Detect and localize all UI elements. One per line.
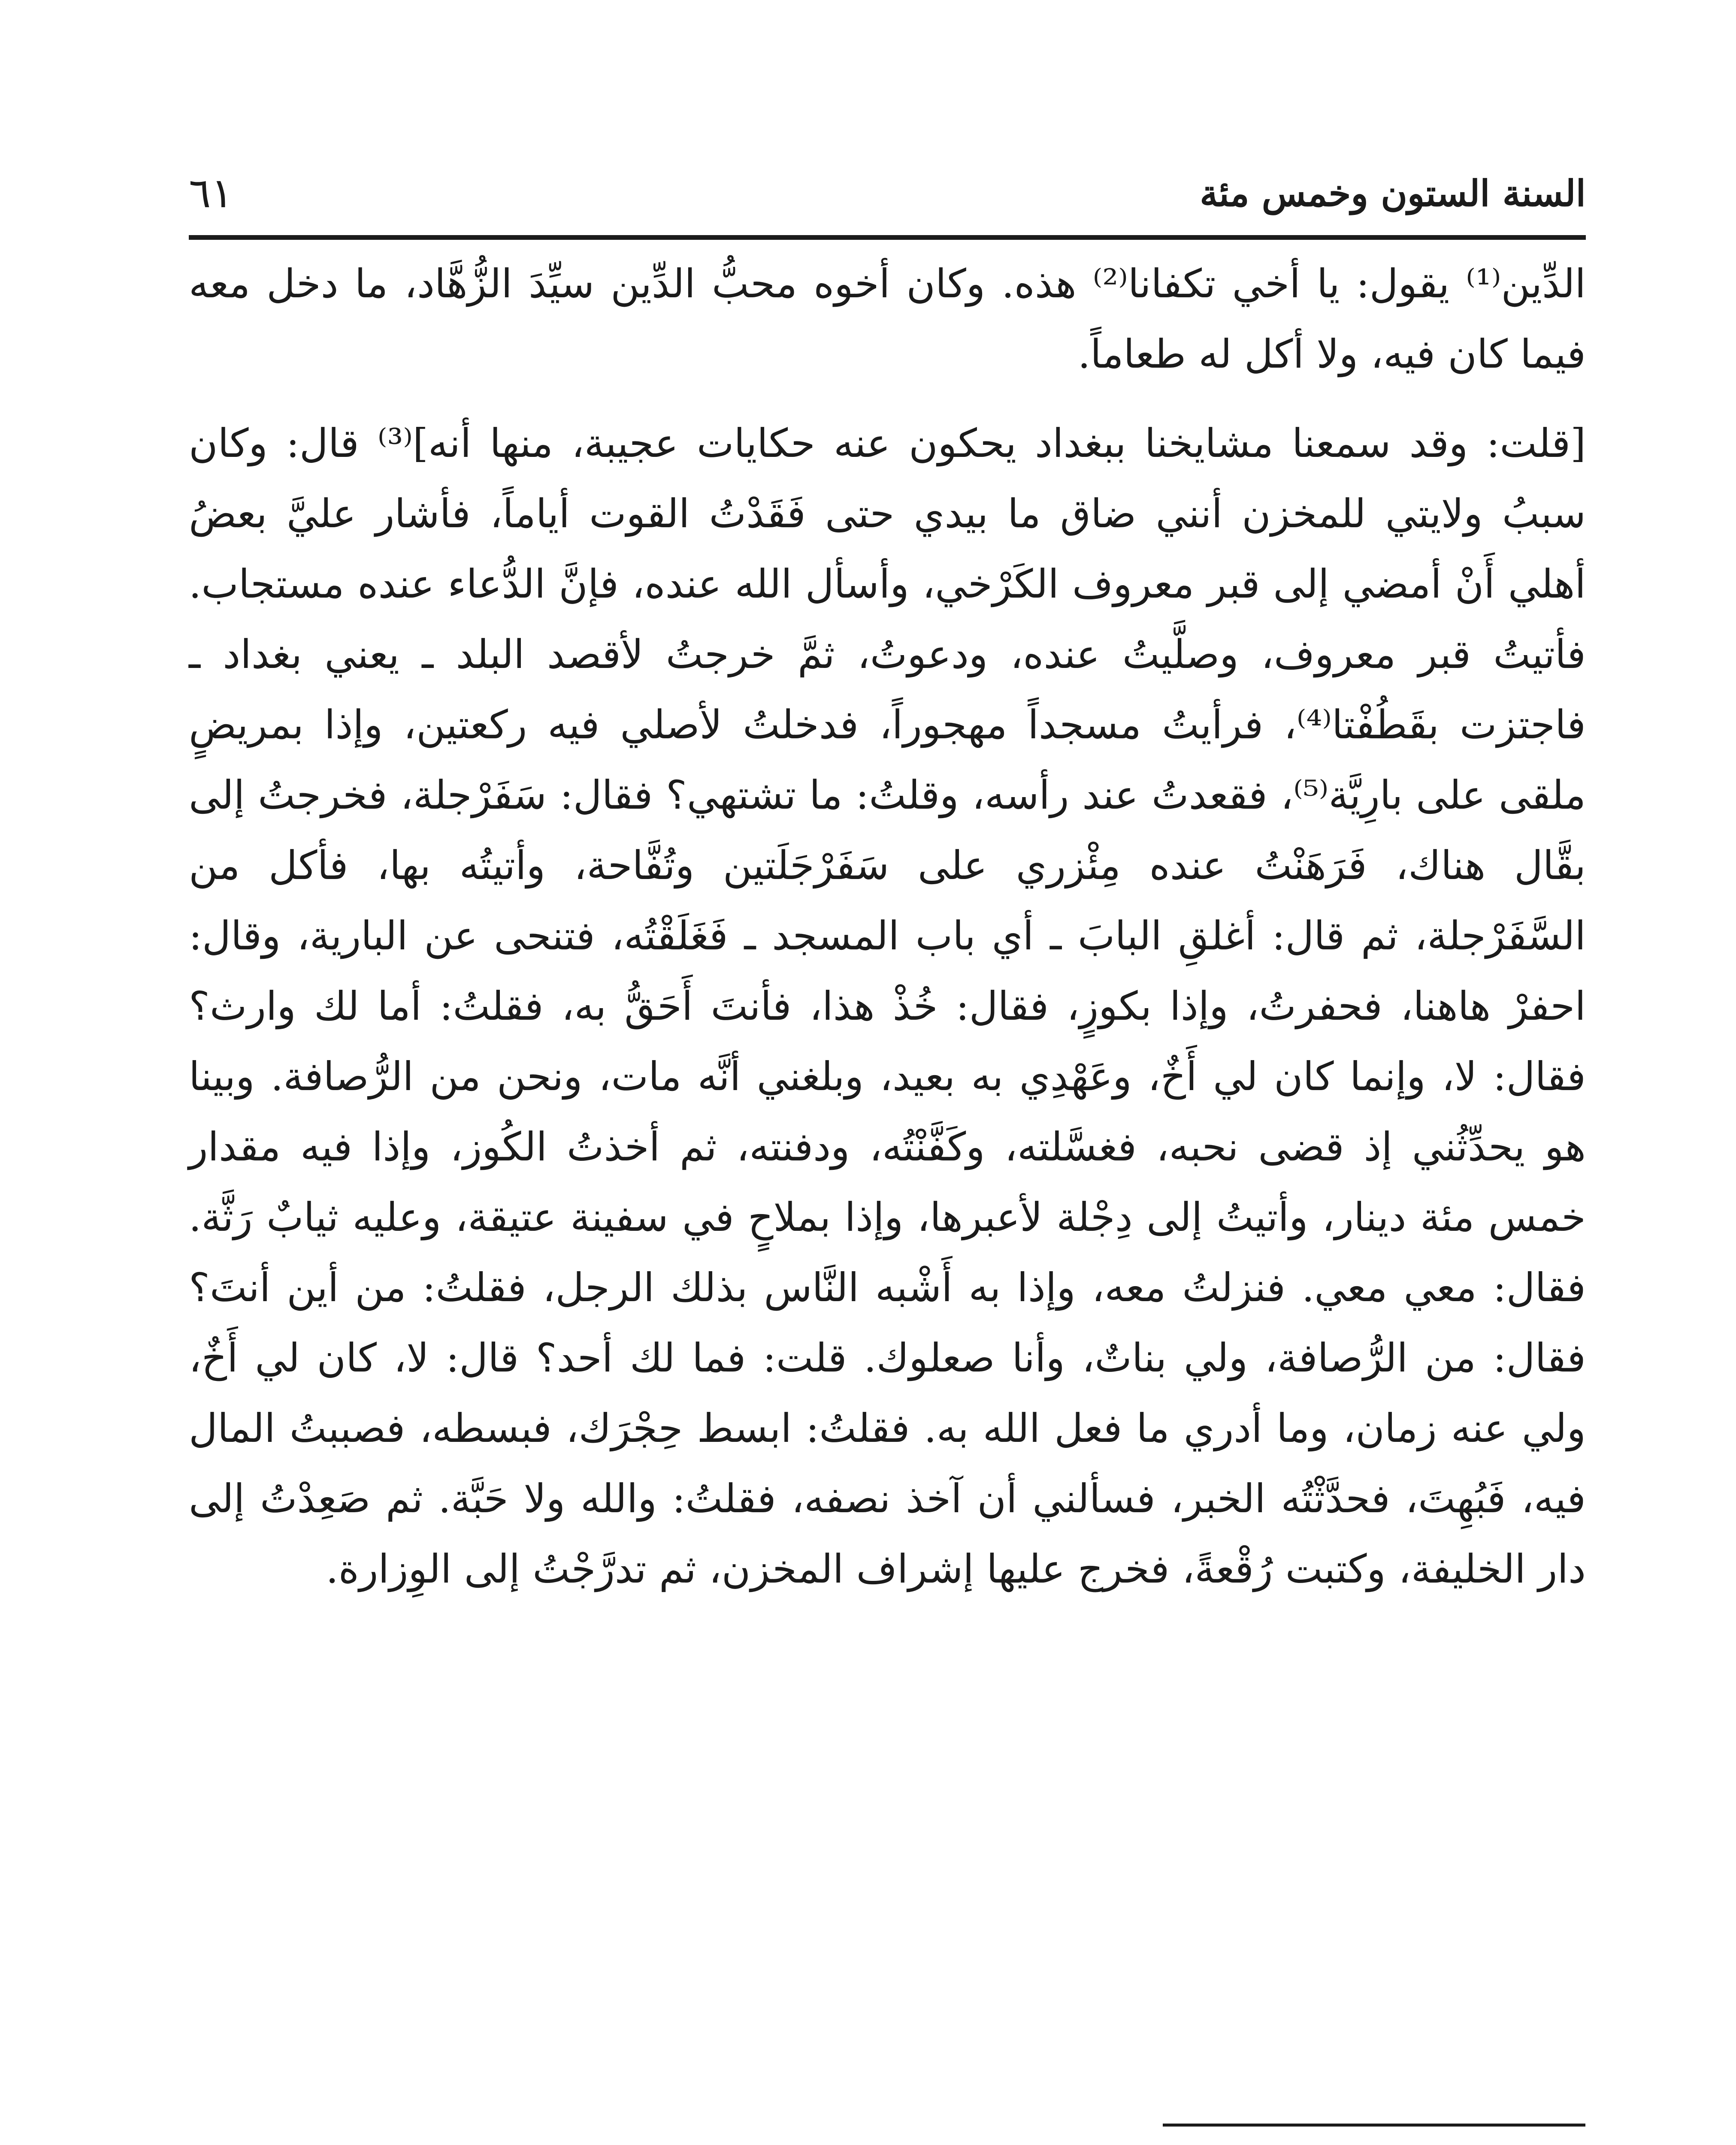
main-text bbox=[189, 249, 1586, 1623]
page-header bbox=[189, 163, 1586, 223]
footnote-separator bbox=[1163, 2124, 1585, 2127]
page-number: ٦١ bbox=[189, 169, 233, 217]
footnotes bbox=[189, 2143, 1586, 2145]
running-title: السنة الستون وخمس مئة bbox=[1200, 172, 1586, 214]
footnote-1 bbox=[189, 2143, 1586, 2145]
paragraph: الدِّين⁽¹⁾ يقول: يا أخي تكفانا⁽²⁾ هذه. وكان أخوه محبُّ الدِّين سيِّدَ الزُّهَّاد، ما دخل معه فيما كان فيه، ولا أكل له طعاماً. bbox=[189, 261, 1586, 377]
header-rule bbox=[189, 235, 1586, 240]
paragraph: [قلت: وقد سمعنا مشايخنا ببغداد يحكون عنه حكايات عجيبة، منها أنه]⁽³⁾ قال: وكان سببُ ولايتي للمخزن أنني ضاق ما بيدي حتى فَقَدْتُ القوت أياماً، فأشار عليَّ بعضُ أهلي أَنْ أمضي إلى قبر معروف الكَرْخي، وأسأل الله عنده، فإنَّ الدُّعاء عنده مستجاب. فأتيتُ قبر معروف، وصلَّيتُ عنده، ودعوتُ، ثمَّ خرجتُ لأقصد البلد ـ يعني بغداد ـ فاجتزت بقَطُفْتا⁽⁴⁾، فرأيتُ مسجداً مهجوراً، فدخلتُ لأصلي فيه ركعتين، وإذا بمريضٍ ملقى على بارِيَّة⁽⁵⁾، فقعدتُ عند رأسه، وقلتُ: ما تشتهي؟ فقال: سَفَرْجلة، فخرجتُ إلى بقَّال هناك، فَرَهَنْتُ عنده مِئْزري على سَفَرْجَلَتين وتُفَّاحة، وأتيتُه بها، فأكل من السَّفَرْجلة، ثم قال: أغلقِ البابَ ـ أي باب المسجد ـ فَغَلَقْتُه، فتنحى عن البارية، وقال: احفرْ هاهنا، فحفرتُ، وإذا بكوزٍ، فقال: خُذْ هذا، فأنتَ أَحَقُّ به، فقلتُ: أما لك وارث؟ فقال: لا، وإنما كان لي أَخٌ، وعَهْدِي به بعيد، وبلغني أنَّه مات، ونحن من الرُّصافة. وبينا هو يحدِّثُني إذ قضى نحبه، فغسَّلته، وكَفَّنْتُه، ودفنته، ثم أخذتُ الكُوز، وإذا فيه مقدار خمس مئة دينار، وأتيتُ إلى دِجْلة لأعبرها، وإذا بملاحٍ في سفينة عتيقة، وعليه ثيابٌ رَثَّة. فقال: معي معي. فنزلتُ معه، وإذا به أَشْبه النَّاس بذلك الرجل، فقلتُ: من أين أنتَ؟ فقال: من الرُّصافة، ولي بناتٌ، وأنا صعلوك. قلت: فما لك أحد؟ قال: لا، كان لي أَخٌ، ولي عنه زمان، وما أدري ما فعل الله به. فقلتُ: ابسط حِجْرَك، فبسطه، فصببتُ المال فيه، فَبُهِتَ، فحدَّثْتُه الخبر، فسألني أن آخذ نصفه، فقلتُ: والله ولا حَبَّة. ثم صَعِدْتُ إلى دار الخليفة، وكتبت رُقْعةً، فخرج عليها إشراف المخزن، ثم تدرَّجْتُ إلى الوِزارة. bbox=[189, 420, 1586, 1592]
